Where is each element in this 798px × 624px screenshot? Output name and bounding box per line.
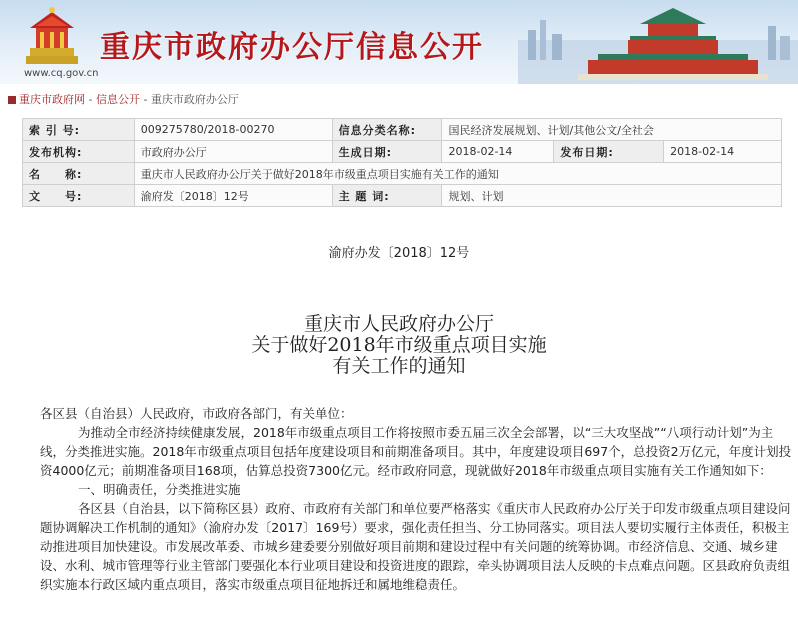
breadcrumb-separator: - [85,93,96,106]
index-label: 索 引 号: [23,119,135,141]
site-banner [0,0,798,84]
table-row [23,163,782,185]
table-row [23,185,782,207]
table-row [23,141,782,163]
document-number: 渝府办发〔2018〕12号 [328,246,470,261]
document-name-value: 重庆市人民政府办公厅关于做好2018年市级重点项目实施有关工作的通知 [134,163,781,185]
section-heading: 一、明确责任，分类推进实施 [78,482,241,497]
issuer-value: 市政府办公厅 [134,141,332,163]
document-title-line: 有关工作的通知 [332,355,466,377]
breadcrumb-separator: - [139,93,151,106]
category-label: 信息分类名称: [332,119,442,141]
issuer-label: 发布机构: [23,141,135,163]
subject-label: 主 题 词: [332,185,442,207]
table-row [23,119,782,141]
published-date-value: 2018-02-14 [664,141,782,163]
paragraph: 各区县（自治县，以下简称区县）政府、市政府有关部门和单位要严格落实《重庆市人民政府办公厅关于印发市级重点项目建设问题协调解决工作机制的通知》（渝府办发〔2017〕169号）要求，强化责任担当、分工协同落实。项目法人要切实履行主体责任，积极主动推进项目加快建设。市发展改革委、市城乡建委要分别做好项目前期和建设过程中有关问题的统筹协调。市经济信息、交通、城乡建设、水利、城市管理等行业主管部门要强化本行业项目建设和投资进度的跟踪，牵头协调项目法人反映的卡点难点问题。区县政府负责组织实施本行政区域内重点项目，落实市级重点项目征地拆迁和属地维稳责任。 [40,501,791,592]
created-date-value: 2018-02-14 [442,141,554,163]
breadcrumb-section-link[interactable]: 信息公开 [95,93,140,106]
category-value: 国民经济发展规划、计划/其他公文/全社会 [442,119,782,141]
document-title-line: 重庆市人民政府办公厅 [303,313,494,335]
document-name-label: 名 称: [23,163,135,185]
document-body [40,404,792,594]
published-date-label: 发布日期: [554,141,664,163]
paragraph: 为推动全市经济持续健康发展，2018年市级重点项目工作将按照市委五届三次全会部署，以“三大攻坚战”“八项行动计划”为主线，分类推进实施。2018年市级重点项目包括年度建设项目和前期准备项目。其中，年度建设项目697个，总投资2万亿元，年度计划投资4000亿元；前期准备项目168项，估算总投资7300亿元。经市政府同意，现就做好2018年市级重点项目实施有关工作通知如下： [40,425,792,478]
site-title: 重庆市政府办公厅信息公开 [100,30,484,65]
document-number-label: 文 号: [23,185,135,207]
subject-value: 规划、计划 [442,185,782,207]
salutation: 各区县（自治县）人民政府，市政府各部门，有关单位： [40,406,353,421]
site-url[interactable]: www.cq.gov.cn [24,68,99,79]
breadcrumb-home-link[interactable]: 重庆市政府网 [19,93,85,106]
great-hall-skyline-icon [518,0,798,84]
document-metadata-table [22,118,782,207]
document-number-value: 渝府发〔2018〕12号 [134,185,332,207]
index-value: 009275780/2018-00270 [134,119,332,141]
breadcrumb-current: 重庆市政府办公厅 [150,93,239,106]
document-title [0,314,798,377]
document-title-line: 关于做好2018年市级重点项目实施 [251,334,547,356]
created-date-label: 生成日期: [332,141,442,163]
breadcrumb [0,90,798,110]
home-icon [8,96,16,104]
government-building-emblem-icon [22,6,82,68]
